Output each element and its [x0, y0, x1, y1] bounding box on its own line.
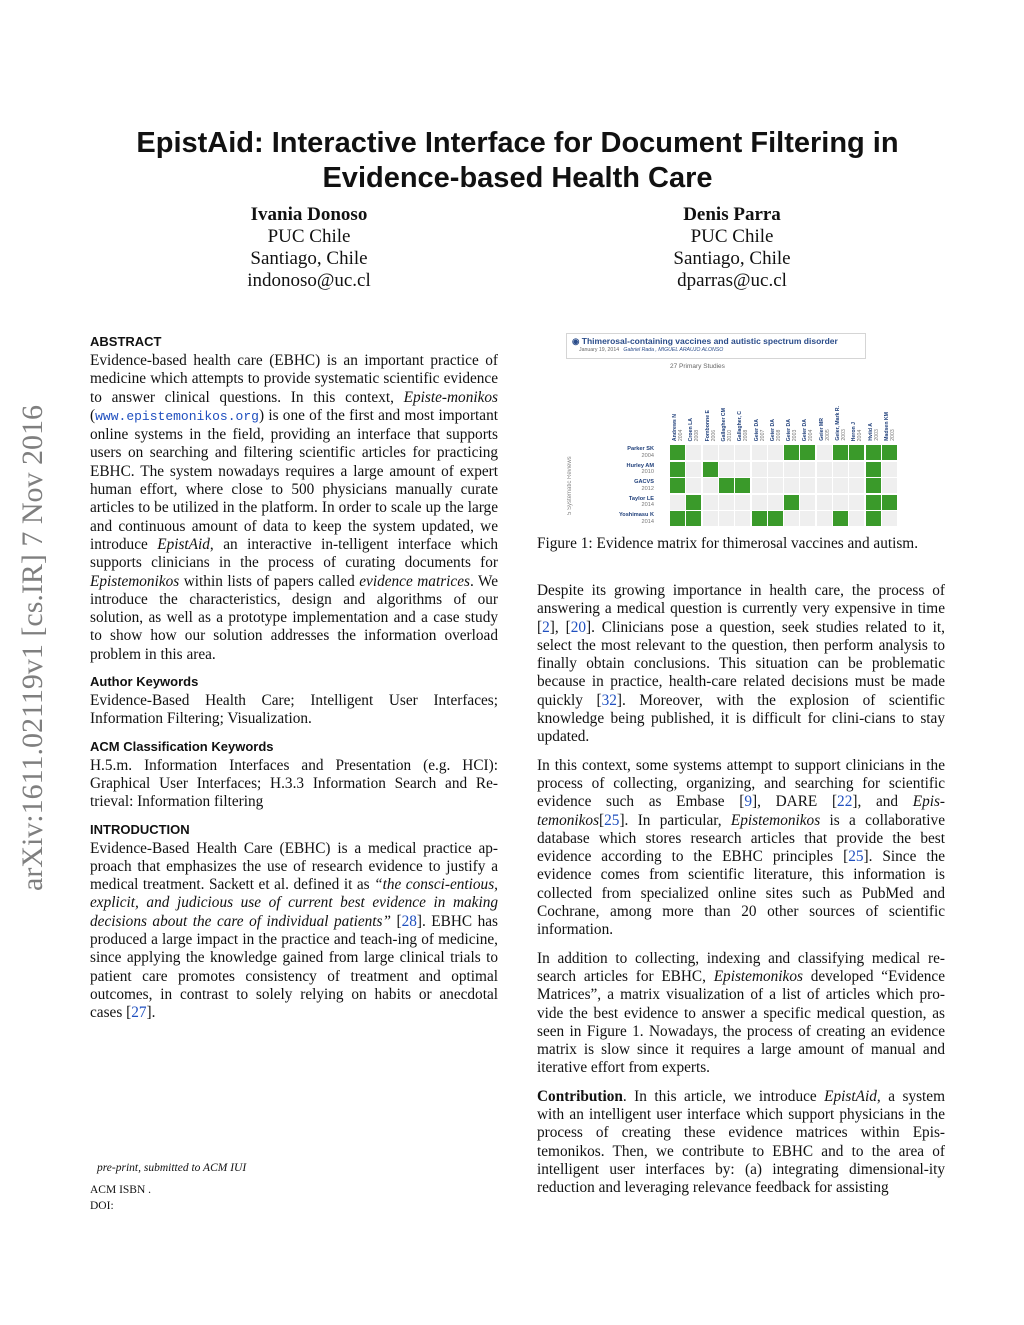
matrix-row-label: Yoshimasu K 2014: [618, 512, 654, 525]
matrix-cell-empty: [703, 478, 718, 493]
acm-isbn: ACM ISBN .: [90, 1184, 152, 1196]
matrix-cell-included: [670, 511, 685, 526]
author-affiliation: PUC Chile: [267, 226, 351, 247]
citation-link[interactable]: 27: [131, 1004, 147, 1022]
author-block-2: [582, 204, 882, 292]
citation-link[interactable]: 28: [401, 912, 417, 930]
figure-header-meta: January 19, 2014 Gabriel Rada , MIGUEL ARAUJO ALONSO: [579, 347, 724, 353]
matrix-column-header: Croen LA 2008: [688, 417, 701, 441]
author-email: indonoso@uc.cl: [247, 270, 371, 291]
matrix-icon: ◉: [572, 336, 582, 346]
figure-caption: Figure 1: Evidence matrix for thimerosal vaccines and autism.: [537, 535, 919, 552]
footnote: [90, 1160, 246, 1214]
author-location: Santiago, Chile: [673, 248, 791, 269]
primary-studies-label: 27 Primary Studies: [670, 363, 725, 370]
matrix-cell-included: [833, 511, 848, 526]
matrix-cell-empty: [768, 445, 783, 460]
matrix-cell-empty: [817, 495, 832, 510]
matrix-cell-included: [866, 445, 881, 460]
citation-link[interactable]: 32: [601, 691, 617, 709]
arxiv-stamp: arXiv:1611.02119v1 [cs.IR] 7 Nov 2016: [16, 404, 49, 891]
matrix-column-header: Geier DA 2004: [802, 418, 815, 441]
acm-text: H.5.m. Information Interfaces and Presentation (e.g. HCI): Graphical User Interfaces; H.3.3 Information Search and Re-trieval: Information filtering: [90, 756, 498, 811]
matrix-cell-included: [752, 511, 767, 526]
citation-link[interactable]: 20: [570, 618, 586, 636]
matrix-cell-included: [670, 445, 685, 460]
matrix-cell-empty: [703, 495, 718, 510]
matrix-cell-empty: [849, 511, 864, 526]
matrix-column-header: Gallagher CM 2010: [720, 407, 733, 441]
matrix-cell-empty: [752, 445, 767, 460]
left-column: [90, 334, 498, 1023]
matrix-cell-included: [768, 511, 783, 526]
citation-link[interactable]: 25: [848, 848, 864, 866]
matrix-cell-included: [686, 511, 701, 526]
matrix-cell-included: [882, 495, 897, 510]
paragraph: In addition to collecting, indexing and classifying medical re-search articles for EBHC, Epistemonikos developed “Evidence Matrices”, a matrix visualization of a list of articles which pro-vide the best evidence to answer a specific medical question, as seen in Figure 1. Nowadays, the process of creating an evidence matrix is slow since it requires a large amount of manual and iterative effort from experts.: [537, 949, 945, 1077]
matrix-cell-empty: [817, 478, 832, 493]
matrix-row-label: Parker SK 2004: [627, 446, 654, 459]
matrix-cell-empty: [719, 462, 734, 477]
author-keywords-heading: Author Keywords: [90, 674, 199, 690]
right-column: [537, 582, 945, 1198]
matrix-cell-included: [719, 478, 734, 493]
matrix-row-label: Taylor LE 2014: [628, 495, 654, 508]
matrix-column-header: Geier DA 2003: [786, 418, 799, 441]
matrix-cell-empty: [833, 495, 848, 510]
author-affiliation: PUC Chile: [690, 226, 774, 247]
citation-link[interactable]: 2: [542, 618, 550, 636]
author-location: Santiago, Chile: [250, 248, 368, 269]
matrix-cell-empty: [735, 445, 750, 460]
matrix-cell-empty: [882, 478, 897, 493]
introduction-text: Evidence-Based Health Care (EBHC) is a medical practice ap-proach that emphasizes the use of research evidence to justify a medical treatment. Sackett et al. defined it as “the consci-entious, explicit, and judicious use of current best evidence in making decisions about the care of individual patients” [28]. EBHC has produced a large impact in the practice and teach-ing of medicine, since applying the knowledge gained from large clinical trials to patient care promotes consistency of treatment and optimal outcomes, in contrast to solely relying on habits or anecdotal cases [27].: [90, 839, 498, 1022]
matrix-cell-included: [833, 445, 848, 460]
matrix-cell-included: [784, 445, 799, 460]
citation-link[interactable]: 9: [744, 793, 753, 811]
matrix-cell-empty: [703, 445, 718, 460]
matrix-cell-empty: [882, 462, 897, 477]
matrix-cell-included: [866, 495, 881, 510]
evidence-matrix-figure: [566, 333, 896, 529]
matrix-cell-empty: [768, 495, 783, 510]
author-name: Ivania Donoso: [250, 204, 368, 225]
matrix-cell-included: [670, 478, 685, 493]
matrix-cell-empty: [882, 511, 897, 526]
matrix-cell-included: [686, 495, 701, 510]
matrix-column-header: Gallagher, C 2008: [737, 410, 750, 441]
citation-link[interactable]: 25: [604, 811, 620, 829]
matrix-cell-empty: [833, 462, 848, 477]
matrix-column-header: Fombonne E 2006: [704, 409, 717, 441]
matrix-column-header: Geier, Mark R. 2003: [835, 406, 847, 441]
paragraph: Despite its growing importance in health care, the process of answering a medical question is currently very expensive in time [2], [20]. Clinicians pose a question, seek studies related to it, select the most relevant to the question, then perform analysis to finally obtain conclusions. This situation can be problematic because in practice, health-care related decisions must be made quickly [32]. Moreover, with the explosion of scientific knowledge being published, it is difficult for clini-cians to stay updated.: [537, 582, 945, 746]
matrix-cell-empty: [784, 511, 799, 526]
matrix-cell-empty: [735, 462, 750, 477]
matrix-cell-included: [866, 462, 881, 477]
matrix-cell-empty: [686, 445, 701, 460]
paragraph: In this context, some systems attempt to support clinicians in the process of collecting, organizing, and searching for scientific evidence such as Embase [9], DARE [22], and Epis-temonikos[25]. In particular, Epistemonikos is a collaborative database which stores research articles that provide the best evidence according to the EBHC principles [25]. Since the evidence comes from scientific literature, this information is collected from specialized online sites such as PubMed and Cochrane, among more than 20 other sources of scientific information.: [537, 756, 946, 939]
doi: DOI:: [90, 1200, 114, 1212]
matrix-cell-empty: [784, 462, 799, 477]
matrix-cell-empty: [735, 495, 750, 510]
matrix-cell-empty: [703, 511, 718, 526]
introduction-heading: INTRODUCTION: [90, 821, 190, 837]
matrix-cell-empty: [670, 495, 685, 510]
matrix-cell-included: [784, 495, 799, 510]
author-name: Denis Parra: [683, 204, 781, 225]
paper-title: EpistAid: Interactive Interface for Document Filtering in Evidence-based Health Care: [136, 127, 899, 194]
citation-link[interactable]: 22: [837, 793, 853, 811]
abstract-heading: ABSTRACT: [90, 334, 162, 349]
matrix-cell-included: [866, 511, 881, 526]
matrix-cell-empty: [800, 478, 815, 493]
matrix-cell-empty: [784, 478, 799, 493]
figure-header-title: ◉ Thimerosal-containing vaccines and autistic spectrum disorder: [572, 336, 838, 346]
matrix-column-header: Geier DA 2008: [769, 418, 782, 441]
matrix-cell-empty: [849, 495, 864, 510]
matrix-column-header: Andrews N 2004: [672, 413, 684, 441]
author-email: dparras@uc.cl: [677, 270, 787, 291]
matrix-cell-empty: [719, 511, 734, 526]
abstract-text: Evidence-based health care (EBHC) is an important practice of medicine which attempts to provide systematic scientific evidence to answer clinical questions. In this context, Episte-monikos (www.epistemonikos.org) is one of the first and most important online systems in the field, providing an interface that supports users on searching and filtering scientific articles for practicing EBHC. The system nowadays requires a large amount of expert human effort, where close to 500 physicians manually curate articles to be utilized in the platform. In order to scale up the large and continuous amount of data to keep the system updated, we introduce EpistAid, an interactive in-telligent interface which supports clinicians in the process of curating documents for Epistemonikos within lists of papers called evidence matrices. We introduce the characteristics, design and algorithms of our solution, as well as a prototype implementation and a case study to show how our solution addresses the information overload problem in this area.: [90, 352, 498, 663]
matrix-cell-empty: [768, 478, 783, 493]
epistemonikos-link[interactable]: www.epistemonikos.org: [95, 408, 259, 424]
matrix-cell-empty: [817, 445, 832, 460]
matrix-cell-empty: [800, 511, 815, 526]
matrix-cell-included: [866, 478, 881, 493]
matrix-cell-empty: [752, 478, 767, 493]
matrix-cell-included: [800, 445, 815, 460]
matrix-cell-empty: [735, 511, 750, 526]
systematic-reviews-label: 5 Systematic Reviews: [567, 456, 573, 516]
matrix-column-header: Madsen KM 2003: [883, 412, 896, 441]
author-keywords-text: Evidence-Based Health Care; Intelligent User Interfaces; Information Filtering; Visualization.: [90, 692, 498, 728]
matrix-row-label: Hurley AM 2010: [626, 462, 654, 475]
matrix-cell-empty: [800, 462, 815, 477]
matrix-cell-empty: [752, 462, 767, 477]
matrix-cell-empty: [752, 495, 767, 510]
matrix-cell-empty: [817, 462, 832, 477]
preprint-note: pre-print, submitted to ACM IUI: [97, 1162, 247, 1174]
figure-header: [566, 333, 866, 359]
matrix-column-header: Hviid A 2003: [867, 423, 880, 441]
matrix-cell-empty: [719, 495, 734, 510]
matrix-cell-empty: [817, 511, 832, 526]
matrix-column-header: Heron J 2004: [851, 421, 864, 441]
paragraph: Contribution. In this article, we introduce EpistAid, a system with an intelligent user interface which support physicians in the process of creating these evidence matrices within Epis-temonikos. Then, we contribute to EBHC and to the area of intelligent user interfaces by: (a) integrating dimensional-ity reduction and leveraging relevance feedback for assisting: [537, 1087, 945, 1197]
matrix-cell-included: [882, 445, 897, 460]
matrix-column-header: Geier DA 2007: [753, 418, 766, 441]
matrix-cell-empty: [686, 478, 701, 493]
matrix-cell-included: [670, 462, 685, 477]
matrix-cell-empty: [800, 495, 815, 510]
matrix-cell-empty: [849, 462, 864, 477]
matrix-cell-included: [849, 445, 864, 460]
matrix-cell-included: [703, 462, 718, 477]
matrix-cell-empty: [833, 478, 848, 493]
matrix-column-header: Geier MR 2005: [818, 418, 831, 441]
matrix-cell-included: [735, 478, 750, 493]
matrix-cell-empty: [686, 462, 701, 477]
matrix-cell-empty: [719, 445, 734, 460]
matrix-cell-empty: [768, 462, 783, 477]
matrix-row-label: GACVS 2012: [634, 479, 654, 492]
author-block-1: [159, 204, 459, 292]
matrix-cell-empty: [849, 478, 864, 493]
acm-heading: ACM Classification Keywords: [90, 738, 274, 754]
